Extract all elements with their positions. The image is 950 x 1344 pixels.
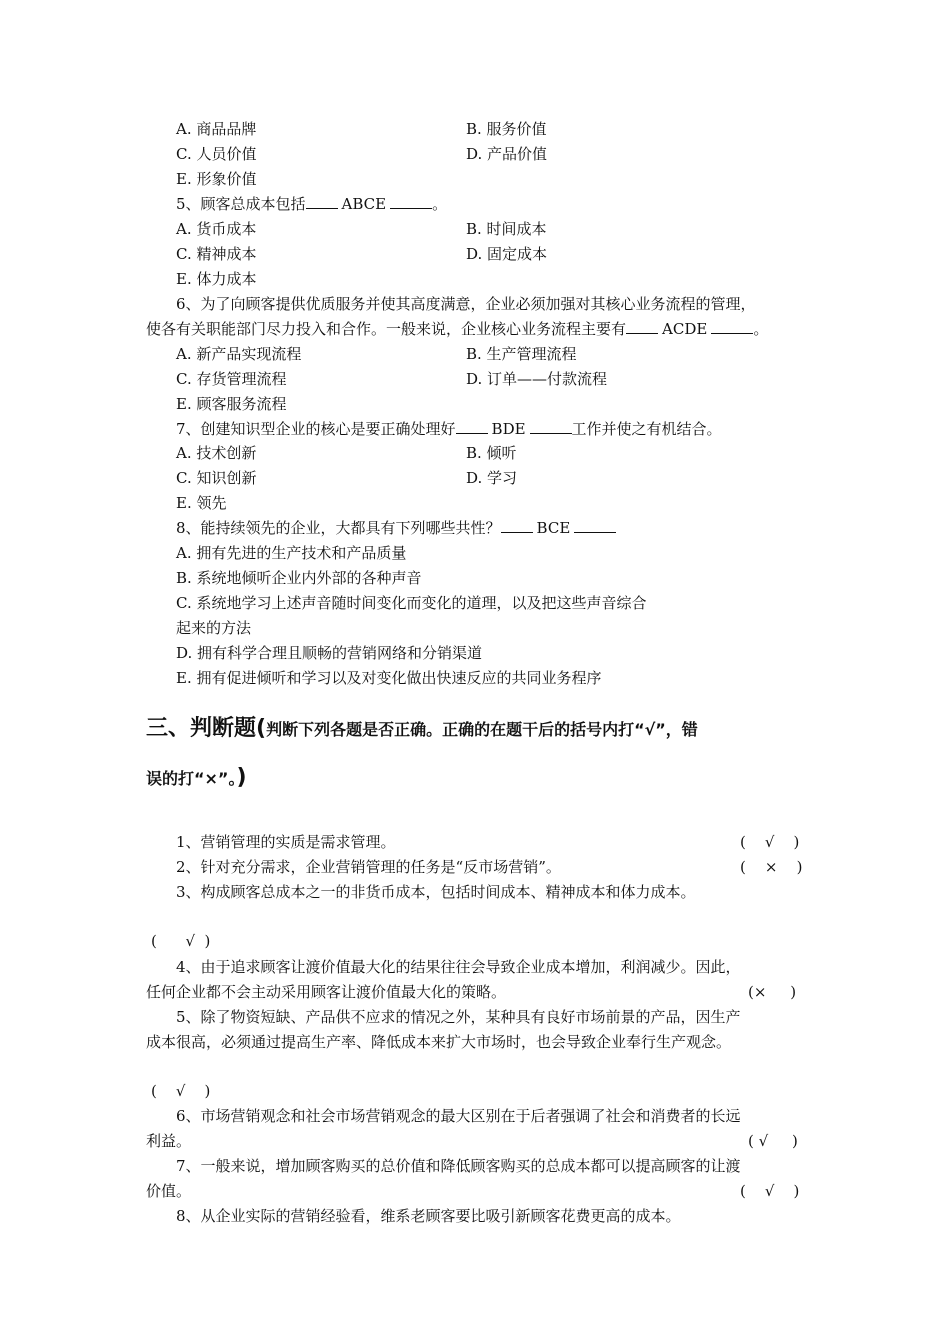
judgment-3-text: 3、构成顾客总成本之一的非货币成本，包括时间成本、精神成本和体力成本。 bbox=[176, 883, 696, 901]
section-3-instruction-line1: 判断下列各题是否正确。正确的在题干后的括号内打“√”，错 bbox=[266, 720, 698, 739]
judgment-2-text: 2、针对充分需求，企业营销管理的任务是“反市场营销”。 bbox=[176, 858, 561, 876]
q5-blank-lead bbox=[306, 208, 338, 209]
q4-option-c: C. 人员价值 bbox=[176, 145, 257, 163]
q7-answer: BDE bbox=[491, 420, 526, 438]
judgment-4-line1: 4、由于追求顾客让渡价值最大化的结果往往会导致企业成本增加，利润减少。因此， bbox=[176, 958, 741, 976]
q8-option-b: B. 系统地倾听企业内外部的各种声音 bbox=[176, 569, 422, 587]
judgment-8-text: 8、从企业实际的营销经验看，维系老顾客要比吸引新顾客花费更高的成本。 bbox=[176, 1207, 681, 1225]
judgment-7-line2: 价值。 bbox=[146, 1182, 192, 1200]
q8-option-c-line1: C. 系统地学习上述声音随时间变化而变化的道理，以及把这些声音综合 bbox=[176, 594, 647, 612]
q5-option-e: E. 体力成本 bbox=[176, 270, 257, 288]
q6-option-b: B. 生产管理流程 bbox=[466, 345, 577, 363]
q6-stem-before: 使各有关职能部门尽力投入和合作。一般来说，企业核心业务流程主要有 bbox=[146, 320, 627, 338]
judgment-5-line2: 成本很高，必须通过提高生产率、降低成本来扩大市场时，也会导致企业奉行生产观念。 bbox=[146, 1033, 732, 1051]
q6-stem-line2 bbox=[146, 319, 768, 339]
q5-option-d: D. 固定成本 bbox=[466, 245, 548, 263]
section-3-instruction-line2: 误的打“×”。 bbox=[146, 769, 237, 788]
q7-option-d: D. 学习 bbox=[466, 469, 518, 487]
q7-blank-lead bbox=[456, 433, 488, 434]
q6-option-d: D. 订单——付款流程 bbox=[466, 370, 608, 388]
q4-option-d: D. 产品价值 bbox=[466, 145, 548, 163]
q8-blank-tail bbox=[574, 532, 616, 533]
q5-answer: ABCE bbox=[341, 195, 387, 213]
judgment-6-line1: 6、市场营销观念和社会市场营销观念的最大区别在于后者强调了社会和消费者的长远 bbox=[176, 1107, 741, 1125]
q6-stem-line1: 6、为了向顾客提供优质服务并使其高度满意，企业必须加强对其核心业务流程的管理， bbox=[176, 295, 756, 313]
q5-stem-before: 5、顾客总成本包括 bbox=[176, 195, 306, 213]
q6-blank-lead bbox=[626, 333, 658, 334]
q5-stem-after: 。 bbox=[432, 195, 448, 213]
q7-stem bbox=[176, 419, 722, 439]
judgment-7-line1: 7、一般来说，增加顾客购买的总价值和降低顾客购买的总成本都可以提高顾客的让渡 bbox=[176, 1157, 741, 1175]
q5-option-b: B. 时间成本 bbox=[466, 220, 547, 238]
q7-stem-after: 工作并使之有机结合。 bbox=[571, 420, 722, 438]
q7-option-e: E. 领先 bbox=[176, 494, 227, 512]
q4-option-a: A. 商品品牌 bbox=[176, 120, 257, 138]
q5-option-c: C. 精神成本 bbox=[176, 245, 257, 263]
q7-stem-before: 7、创建知识型企业的核心是要正确处理好 bbox=[176, 420, 456, 438]
q4-option-b: B. 服务价值 bbox=[466, 120, 547, 138]
section-3-heading bbox=[146, 712, 816, 796]
q7-blank-tail bbox=[530, 433, 572, 434]
judgment-2-mark: ( × ) bbox=[740, 858, 803, 876]
q5-blank-tail bbox=[390, 208, 432, 209]
q8-answer: BCE bbox=[536, 519, 571, 537]
q8-blank-lead bbox=[501, 532, 533, 533]
q8-option-d: D. 拥有科学合理且顺畅的营销网络和分销渠道 bbox=[176, 644, 483, 662]
q6-blank-tail bbox=[711, 333, 753, 334]
judgment-1-text: 1、营销管理的实质是需求管理。 bbox=[176, 833, 396, 851]
q5-stem bbox=[176, 194, 447, 214]
q6-answer: ACDE bbox=[662, 320, 708, 338]
q8-option-a: A. 拥有先进的生产技术和产品质量 bbox=[176, 544, 407, 562]
q8-stem bbox=[176, 518, 616, 538]
judgment-6-line2: 利益。 bbox=[146, 1132, 192, 1150]
q7-option-b: B. 倾听 bbox=[466, 444, 517, 462]
section-3-title: 三、判断题( bbox=[146, 716, 267, 741]
judgment-1-mark: ( √ ) bbox=[740, 833, 800, 851]
q7-option-c: C. 知识创新 bbox=[176, 469, 257, 487]
q6-stem-after: 。 bbox=[753, 320, 769, 338]
q6-option-a: A. 新产品实现流程 bbox=[176, 345, 302, 363]
judgment-7-mark: ( √ ) bbox=[740, 1182, 800, 1200]
judgment-5-line1: 5、除了物资短缺、产品供不应求的情况之外，某种具有良好市场前景的产品，因生产 bbox=[176, 1008, 741, 1026]
judgment-4-line2: 任何企业都不会主动采用顾客让渡价值最大化的策略。 bbox=[146, 983, 507, 1001]
q8-option-c-line2: 起来的方法 bbox=[176, 619, 252, 637]
q6-option-c: C. 存货管理流程 bbox=[176, 370, 287, 388]
q4-option-e: E. 形象价值 bbox=[176, 170, 257, 188]
q8-option-e: E. 拥有促进倾听和学习以及对变化做出快速反应的共同业务程序 bbox=[176, 669, 602, 687]
q6-option-e: E. 顾客服务流程 bbox=[176, 395, 287, 413]
q8-stem-before: 8、能持续领先的企业，大都具有下列哪些共性？ bbox=[176, 519, 501, 537]
judgment-4-mark: (× ) bbox=[748, 983, 797, 1001]
q5-option-a: A. 货币成本 bbox=[176, 220, 257, 238]
section-3-close-paren: ) bbox=[236, 765, 247, 790]
judgment-5-mark: ( √ ) bbox=[151, 1082, 211, 1100]
judgment-3-mark: ( √ ) bbox=[151, 932, 211, 950]
judgment-6-mark: ( √ ) bbox=[748, 1132, 798, 1150]
q7-option-a: A. 技术创新 bbox=[176, 444, 257, 462]
